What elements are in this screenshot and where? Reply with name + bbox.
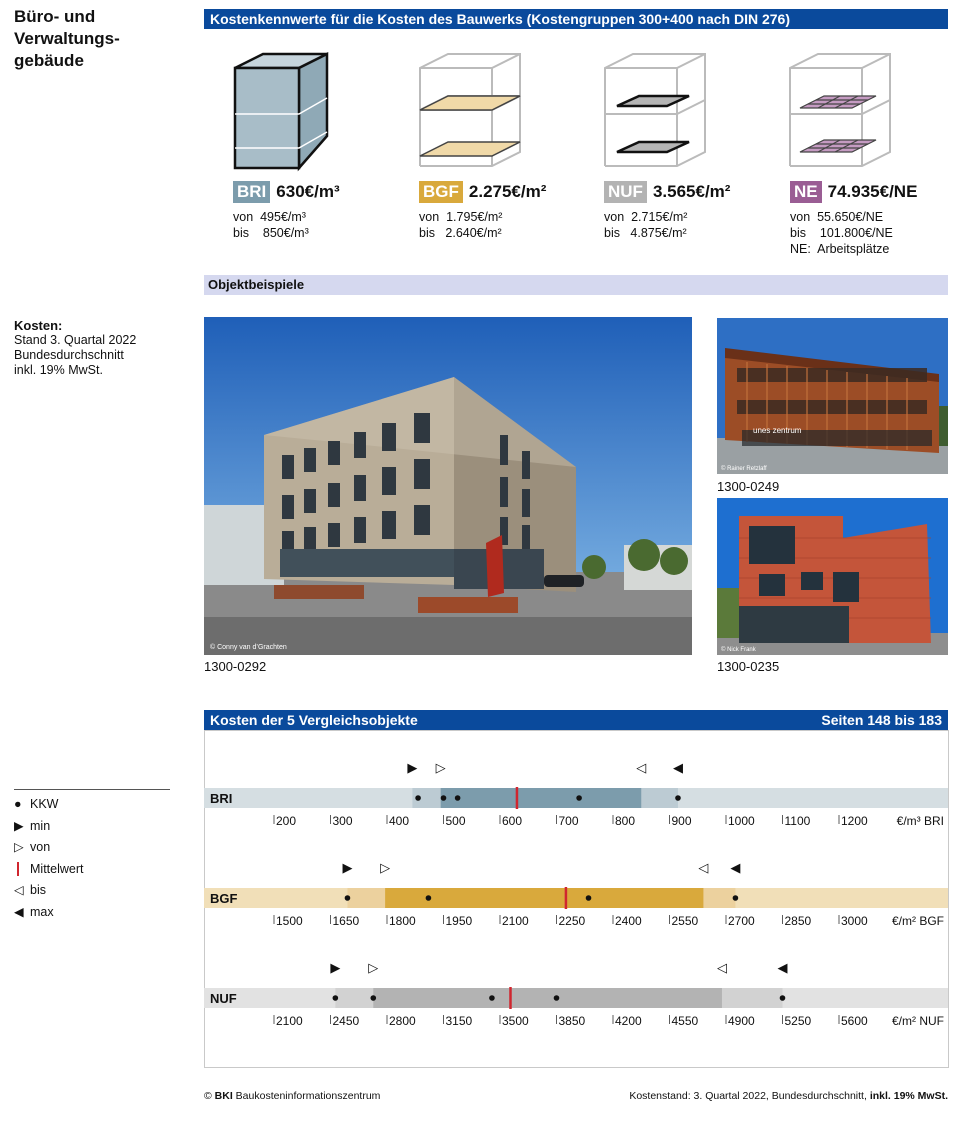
bri-tag: BRI	[233, 181, 270, 203]
nuf-tick-label: 3850	[558, 1014, 586, 1028]
photo-credit-2: © Rainer Retzlaff	[721, 466, 767, 472]
bri-tick-label: 300	[332, 814, 353, 828]
nuf-bis-marker: ◁	[716, 961, 727, 976]
bri-tick-label: 1000	[728, 814, 755, 828]
kosten-info: Kosten: Stand 3. Quartal 2022 Bundesdurchschnitt inkl. 19% MwSt.	[14, 318, 137, 377]
nuf-kkw-point	[489, 995, 495, 1001]
nuf-kkw-point	[333, 995, 339, 1001]
nuf-min-marker: ▶	[330, 961, 341, 976]
bgf-kkw-point	[733, 895, 739, 901]
bgf-tick-label: 2700	[728, 914, 755, 928]
nuf-tick-label: 5600	[841, 1014, 868, 1028]
bri-bis: 850€/m³	[262, 226, 309, 240]
photo-sign-text: unes zentrum	[753, 426, 802, 435]
bri-tick-label: 400	[389, 814, 410, 828]
bgf-min-marker: ▶	[342, 861, 353, 876]
nuf-tick-label: 3500	[502, 1014, 529, 1028]
nuf-kkw-point	[370, 995, 376, 1001]
bri-tick-label: 900	[671, 814, 692, 828]
bri-kkw-point	[455, 795, 461, 801]
kennwert-bgf: BGF 2.275€/m² von 1.795€/m² bis 2.640€/m²	[419, 182, 547, 240]
bri-kkw-point	[576, 795, 582, 801]
nuf-tick-label: 2450	[332, 1014, 360, 1028]
bri-von-bis-range	[441, 788, 642, 808]
legend-kkw: ● KKW	[14, 797, 59, 811]
bgf-kkw-point	[345, 895, 351, 901]
photo-credit-1: © Conny van d’Grachten	[210, 644, 287, 651]
bgf-tick-label: 1800	[389, 914, 416, 928]
bgf-max-marker: ◀	[730, 861, 741, 876]
bri-max-marker: ◀	[672, 761, 683, 776]
legend-bis: ◁ bis	[14, 883, 46, 897]
footer-copyright: © BKI Baukosteninformationszentrum	[204, 1090, 381, 1102]
bgf-floors-icon	[410, 52, 530, 174]
bri-value: 630€/m³	[276, 182, 340, 201]
legend-min: ▶ min	[14, 818, 51, 833]
chart-legend	[14, 794, 83, 923]
bri-tick-label: 500	[445, 814, 466, 828]
nuf-tag: NUF	[604, 181, 647, 203]
kennwert-bri: BRI 630€/m³ von 495€/m³ bis 850€/m³	[233, 182, 340, 240]
kennwert-ne: NE 74.935€/NE von 55.650€/NE bis 101.800€/NE NE: Arbeitsplätze	[790, 182, 918, 256]
bgf-von: 1.795€/m²	[446, 210, 503, 224]
bri-tick-label: 800	[615, 814, 636, 828]
bri-unit-label: €/m³ BRI	[896, 814, 944, 828]
legend-von: ▷ von	[14, 840, 51, 854]
bgf-tick-label: 2400	[615, 914, 642, 928]
ne-value: 74.935€/NE	[827, 182, 918, 201]
nuf-max-marker: ◀	[777, 961, 788, 976]
bri-kkw-point	[441, 795, 447, 801]
nuf-floors-icon	[595, 52, 715, 174]
legend-divider	[14, 789, 170, 790]
bgf-unit-label: €/m² BGF	[891, 914, 944, 928]
nuf-tick-label: 4200	[615, 1014, 642, 1028]
nuf-bis: 4.875€/m²	[630, 226, 687, 240]
bri-von-marker: ▷	[435, 761, 446, 776]
nuf-kkw-point	[554, 995, 560, 1001]
objektbeispiele-header: Objektbeispiele	[204, 275, 948, 295]
bri-cube-icon	[215, 52, 335, 174]
legend-max: ◀ max	[14, 904, 54, 919]
nuf-tick-label: 5250	[784, 1014, 812, 1028]
nuf-von-bis-range	[373, 988, 722, 1008]
kennwert-nuf: NUF 3.565€/m² von 2.715€/m² bis 4.875€/m²	[604, 182, 731, 240]
bgf-kkw-point	[586, 895, 592, 901]
bgf-kkw-point	[426, 895, 432, 901]
footer-kostenstand: Kostenstand: 3. Quartal 2022, Bundesdurchschnitt, inkl. 19% MwSt.	[629, 1090, 948, 1102]
bgf-tag: BGF	[419, 181, 463, 203]
ne-floors-icon	[780, 52, 900, 174]
bgf-row-label: BGF	[210, 891, 238, 906]
nuf-tick-label: 2800	[389, 1014, 416, 1028]
bri-row-label: BRI	[210, 791, 233, 806]
bgf-tick-label: 1500	[276, 914, 303, 928]
nuf-von: 2.715€/m²	[631, 210, 688, 224]
ne-bis: 101.800€/NE	[819, 226, 893, 240]
nuf-tick-label: 4900	[728, 1014, 755, 1028]
cost-range-chart	[204, 730, 949, 1070]
kostenkennwerte-header: Kostenkennwerte für die Kosten des Bauwerks (Kostengruppen 300+400 nach DIN 276)	[204, 9, 948, 29]
photo-1300-0249	[717, 318, 948, 474]
bgf-von-marker: ▷	[380, 861, 391, 876]
nuf-tick-label: 2100	[276, 1014, 303, 1028]
bgf-bis-marker: ◁	[698, 861, 709, 876]
page-title: Büro- und Verwaltungs- gebäude	[14, 7, 120, 70]
photo-1300-0292	[204, 317, 692, 655]
bgf-von-bis-range	[385, 888, 703, 908]
bgf-bis: 2.640€/m²	[445, 226, 502, 240]
bri-tick-label: 200	[276, 814, 297, 828]
bgf-tick-label: 1650	[332, 914, 360, 928]
photo-caption-1300-0235: 1300-0235	[717, 659, 780, 674]
legend-mittelwert: Mittelwert	[14, 859, 83, 881]
bri-tick-label: 700	[558, 814, 579, 828]
nuf-row-label: NUF	[210, 991, 237, 1006]
bgf-tick-label: 3000	[841, 914, 868, 928]
bgf-tick-label: 2250	[558, 914, 586, 928]
nuf-kkw-point	[780, 995, 786, 1001]
ne-von: 55.650€/NE	[817, 210, 884, 224]
bgf-tick-label: 2850	[784, 914, 812, 928]
ne-tag: NE	[790, 181, 822, 203]
bri-von: 495€/m³	[260, 210, 306, 224]
photo-1300-0235	[717, 498, 948, 655]
nuf-unit-label: €/m² NUF	[892, 1014, 944, 1028]
bri-tick-label: 600	[502, 814, 523, 828]
bri-tick-label: 1100	[784, 814, 811, 828]
bgf-tick-label: 2100	[502, 914, 529, 928]
nuf-value: 3.565€/m²	[652, 182, 731, 201]
ne-note: Arbeitsplätze	[817, 242, 890, 256]
nuf-tick-label: 3150	[445, 1014, 473, 1028]
bri-kkw-point	[415, 795, 421, 801]
vergleichsobjekte-header: Kosten der 5 Vergleichsobjekte Seiten 148 bis 183	[204, 710, 948, 730]
nuf-tick-label: 4550	[671, 1014, 699, 1028]
nuf-von-marker: ▷	[368, 961, 379, 976]
photo-caption-1300-0292: 1300-0292	[204, 659, 267, 674]
bgf-tick-label: 2550	[671, 914, 699, 928]
bgf-tick-label: 1950	[445, 914, 473, 928]
bri-kkw-point	[675, 795, 681, 801]
photo-caption-1300-0249: 1300-0249	[717, 479, 780, 494]
photo-credit-3: © Nick Frank	[721, 647, 756, 653]
bgf-value: 2.275€/m²	[468, 182, 547, 201]
bri-min-marker: ▶	[407, 761, 418, 776]
bri-bis-marker: ◁	[636, 761, 647, 776]
bri-tick-label: 1200	[841, 814, 868, 828]
